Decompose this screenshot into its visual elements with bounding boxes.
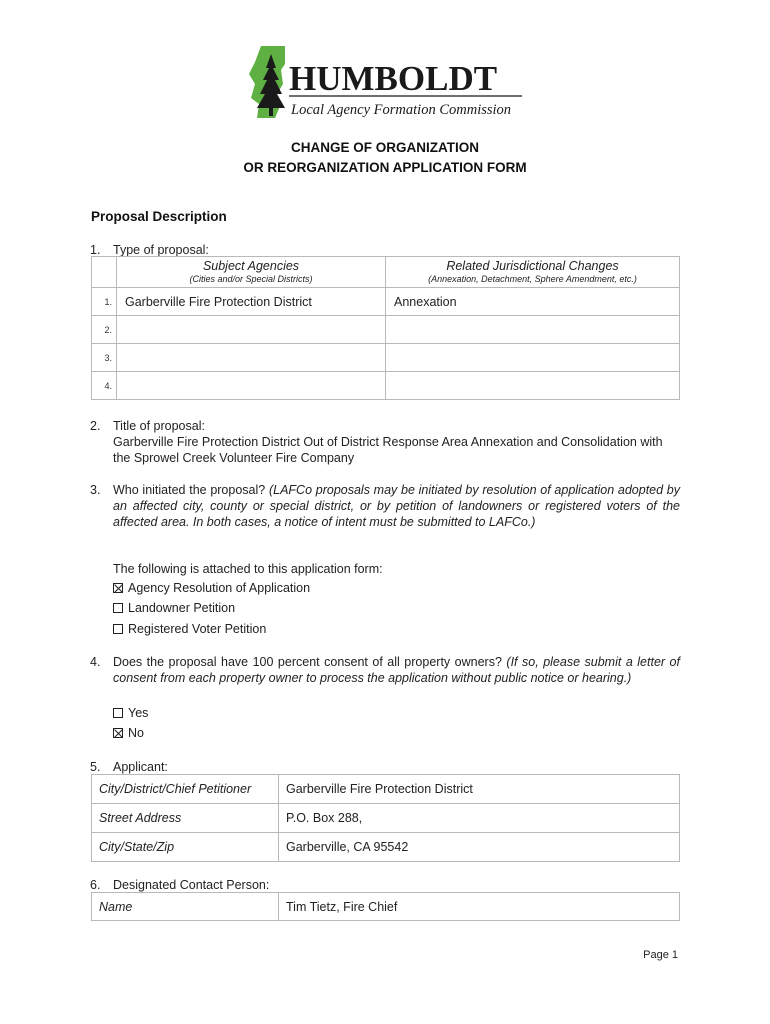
checkbox-icon[interactable] (113, 708, 123, 718)
jurisdictional-changes-header: Related Jurisdictional Changes (Annexation, Detachment, Sphere Amendment, etc.) (386, 257, 680, 288)
question-1: 1. Type of proposal: (90, 243, 209, 257)
applicant-name-field[interactable]: Garberville Fire Protection District (279, 775, 680, 804)
page-number: Page 1 (643, 949, 678, 961)
change-cell[interactable] (386, 372, 680, 400)
table-row: 3. (92, 344, 680, 372)
svg-text:Local Agency Formation Commiss: Local Agency Formation Commission (291, 102, 512, 118)
table-row: 1. Garberville Fire Protection District Annexation (92, 288, 680, 316)
option-yes[interactable]: Yes (113, 705, 148, 721)
checked-box-icon[interactable] (113, 583, 123, 593)
table-row: Name Tim Tietz, Fire Chief (92, 893, 680, 921)
section-heading: Proposal Description (91, 209, 227, 224)
table-row: City/District/Chief Petitioner Garberville Fire Protection District (92, 775, 680, 804)
change-cell[interactable] (386, 344, 680, 372)
option-registered-voter-petition[interactable]: Registered Voter Petition (113, 621, 266, 637)
option-agency-resolution[interactable]: Agency Resolution of Application (113, 580, 310, 596)
table-row: 4. (92, 372, 680, 400)
proposal-type-table (91, 256, 680, 400)
agency-cell[interactable] (117, 372, 386, 400)
option-no[interactable]: No (113, 725, 144, 741)
checkbox-icon[interactable] (113, 624, 123, 634)
street-address-field[interactable]: P.O. Box 288, (279, 804, 680, 833)
table-row: City/State/Zip Garberville, CA 95542 (92, 833, 680, 862)
contact-name-field[interactable]: Tim Tietz, Fire Chief (279, 893, 680, 921)
subject-agencies-header: Subject Agencies (Cities and/or Special Districts) (117, 257, 386, 288)
agency-cell[interactable]: Garberville Fire Protection District (117, 288, 386, 316)
checked-box-icon[interactable] (113, 728, 123, 738)
city-state-zip-field[interactable]: Garberville, CA 95542 (279, 833, 680, 862)
form-title-line1: CHANGE OF ORGANIZATION (291, 140, 479, 155)
question-5: 5. Applicant: (90, 760, 168, 774)
attached-label: The following is attached to this application form: (113, 562, 383, 576)
agency-cell[interactable] (117, 344, 386, 372)
change-cell[interactable] (386, 316, 680, 344)
checkbox-icon[interactable] (113, 603, 123, 613)
question-4: 4. Does the proposal have 100 percent consent of all property owners? (If so, please submit a letter of consent from each property owner to process the application without public notice or hearing.) (90, 655, 680, 685)
question-6: 6. Designated Contact Person: (90, 878, 270, 892)
table-row: 2. (92, 316, 680, 344)
humboldt-lafco-logo (247, 44, 537, 120)
applicant-table (91, 774, 680, 862)
contact-table (91, 892, 680, 921)
svg-text:HUMBOLDT: HUMBOLDT (289, 59, 498, 98)
question-2: 2. Title of proposal: Garberville Fire Protection District Out of District Response Area Annexation and Consolidation with the Sprowel Creek Volunteer Fire Company (90, 418, 680, 466)
table-row: Street Address P.O. Box 288, (92, 804, 680, 833)
agency-cell[interactable] (117, 316, 386, 344)
change-cell[interactable]: Annexation (386, 288, 680, 316)
question-3: 3. Who initiated the proposal? (LAFCo proposals may be initiated by resolution of application adopted by an affected city, county or special district, or by petition of landowners or registered voters of the affected area. In both cases, a notice of intent must be submitted to LAFCo.) (90, 483, 681, 529)
proposal-title-value: Garberville Fire Protection District Out of District Response Area Annexation and Consolidation with the Sprowel Creek Volunteer Fire Company (113, 435, 663, 465)
form-title-line2: OR REORGANIZATION APPLICATION FORM (243, 160, 527, 175)
option-landowner-petition[interactable]: Landowner Petition (113, 600, 235, 616)
